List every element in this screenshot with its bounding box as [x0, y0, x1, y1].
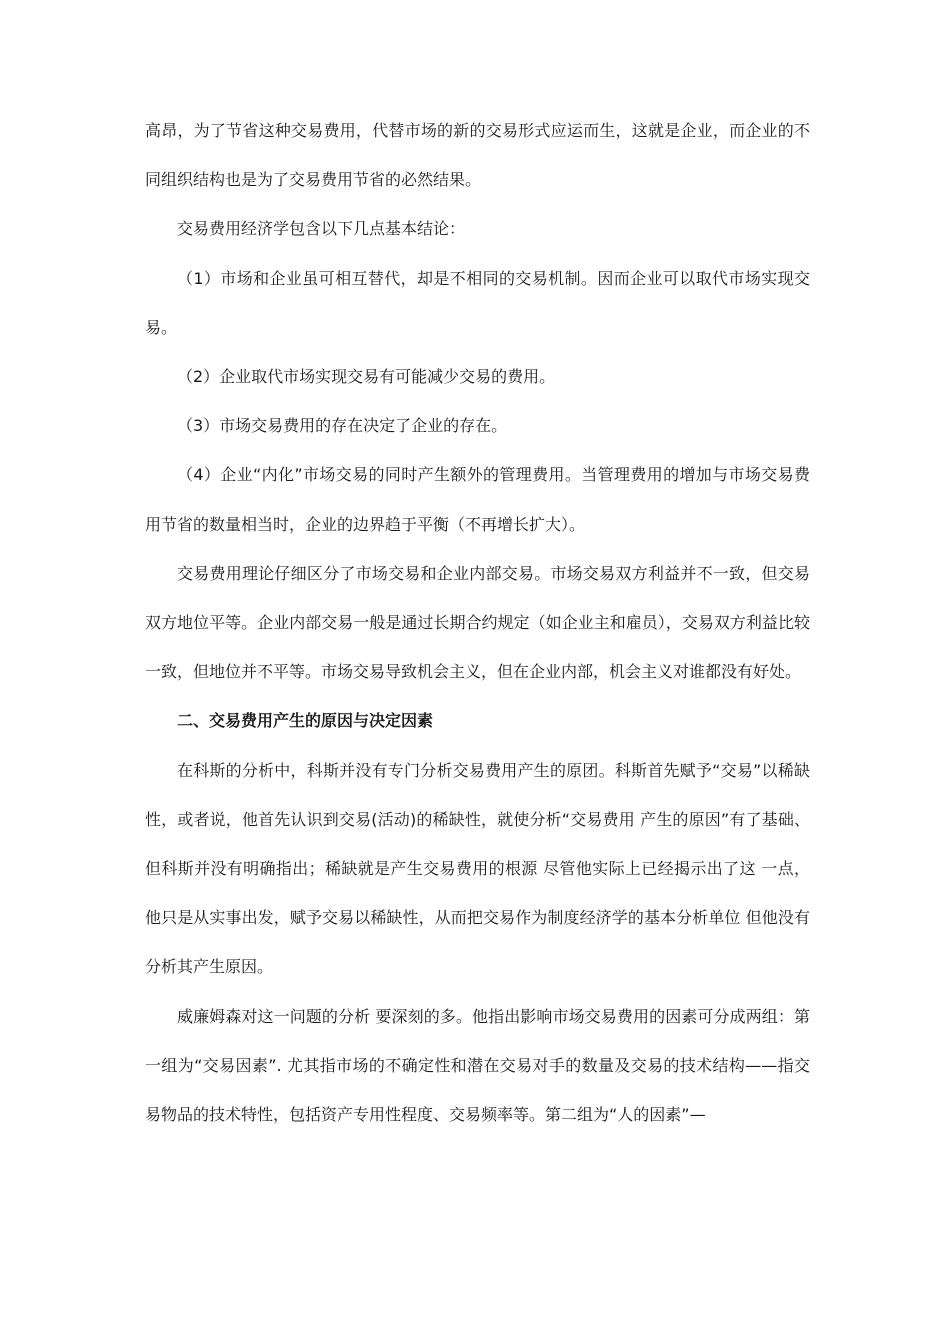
- paragraph-conclusion-3: （3）市场交易费用的存在决定了企业的存在。: [177, 416, 508, 436]
- document-body: [145, 106, 810, 1139]
- paragraph-coase-analysis: 在科斯的分析中，科斯并没有专门分析交易费用产生的原团。科斯首先赋予“交易”以稀缺性，或者说，他首先认识到交易(活动)的稀缺性，就使分析“交易费用 产生的原因”有了基础、但科斯并没有明确指出；稀缺就是产生交易费用的根源 尽管他实际上已经揭示出了这 一点，他只是从实事出发，赋予交易以稀缺性，从而把交易作为制度经济学的基本分析单位 但他没有分析其产生原因。: [145, 760, 810, 977]
- section-heading: 二、交易费用产生的原因与决定因素: [177, 711, 434, 731]
- paragraph-conclusions-lead: 交易费用经济学包含以下几点基本结论：: [177, 219, 466, 239]
- paragraph-conclusion-2: （2）企业取代市场实现交易有可能减少交易的费用。: [177, 367, 556, 387]
- paragraph-intro-continuation: 高昂，为了节省这种交易费用，代替市场的新的交易形式应运而生，这就是企业，而企业的不同组织结构也是为了交易费用节省的必然结果。: [145, 121, 810, 190]
- paragraph-conclusion-1: （1）市场和企业虽可相互替代，却是不相同的交易机制。因而企业可以取代市场实现交易。: [145, 268, 810, 337]
- paragraph-market-vs-firm: 交易费用理论仔细区分了市场交易和企业内部交易。市场交易双方利益并不一致，但交易双方地位平等。企业内部交易一般是通过长期合约规定（如企业主和雇员），交易双方利益比较一致，但地位并不平等。市场交易导致机会主义，但在企业内部，机会主义对谁都没有好处。: [145, 563, 810, 682]
- paragraph-williamson-analysis: 威廉姆森对这一问题的分析 要深刻的多。他指出影响市场交易费用的因素可分成两组：第一组为“交易因素”. 尤其指市场的不确定性和潜在交易对手的数量及交易的技术结构——指交易物品的技术特性，包括资产专用性程度、交易频率等。第二组为“人的因素”—: [145, 1006, 810, 1125]
- paragraph-conclusion-4: （4）企业“内化”市场交易的同时产生额外的管理费用。当管理费用的增加与市场交易费用节省的数量相当时，企业的边界趋于平衡（不再增长扩大）。: [145, 465, 810, 534]
